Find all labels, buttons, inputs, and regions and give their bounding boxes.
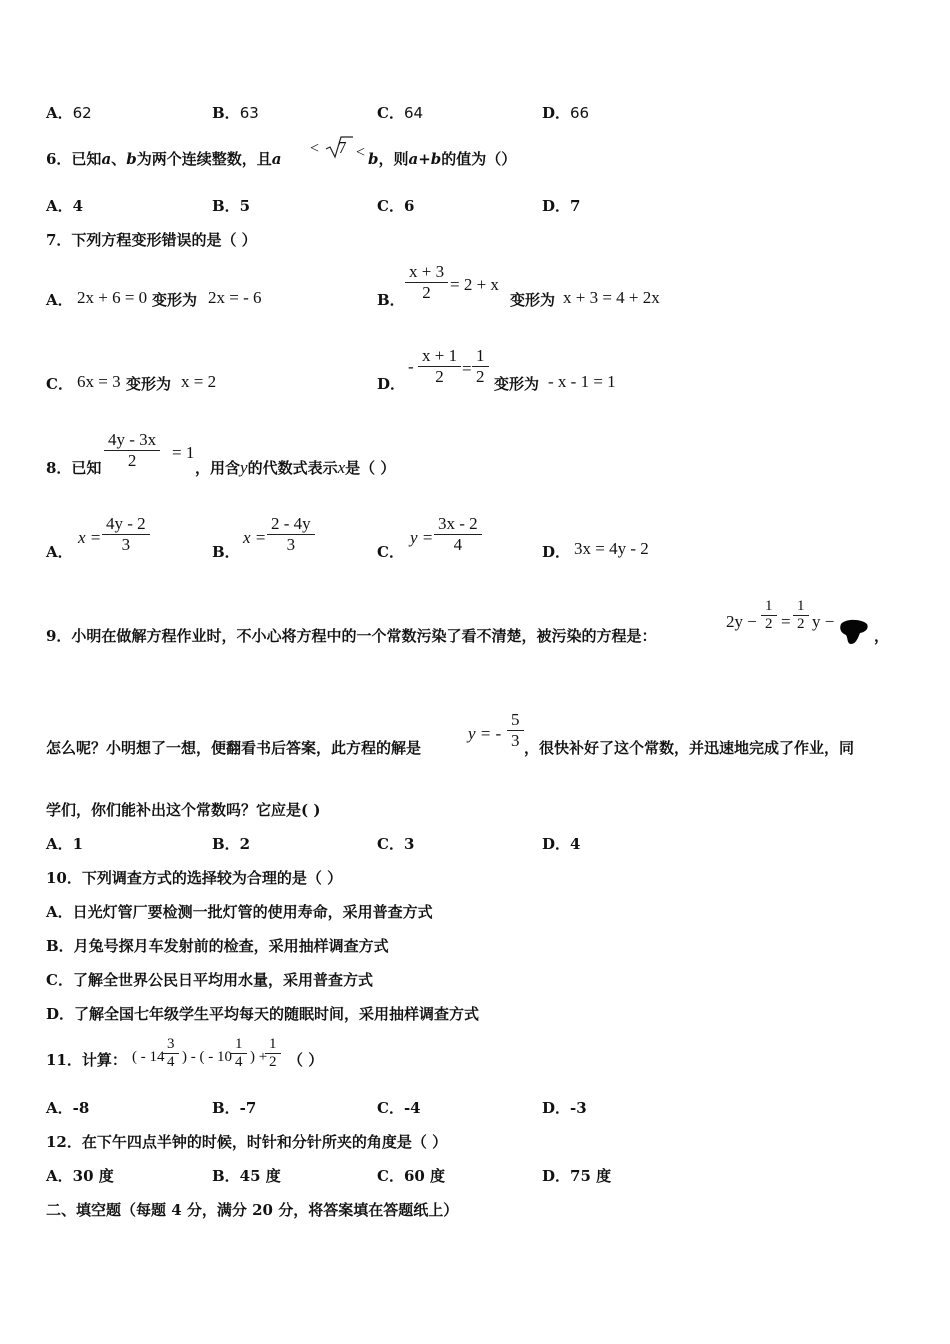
- q12-option-d: D．75 度: [542, 1167, 612, 1185]
- q5-option-b: B．63: [212, 104, 259, 122]
- q6-option-d: D．7: [542, 197, 581, 215]
- q9-eq-lhs: 2y −: [726, 612, 757, 631]
- q8-option-c-label: C．: [377, 543, 404, 561]
- q12-option-c: C．60 度: [377, 1167, 446, 1185]
- q7-option-a-eq1: 2x + 6 = 0: [77, 288, 148, 307]
- q11-option-b: B．-7: [212, 1099, 257, 1117]
- q12-stem: 12．在下午四点半钟的时候，时针和分针所夹的角度是（ ）: [46, 1133, 448, 1151]
- q7-option-d-label: D．: [377, 375, 406, 393]
- q11-part2: ) - ( - 10: [182, 1049, 232, 1065]
- q9-eq-rhs: y −: [812, 612, 835, 631]
- q7-option-d-eq: =: [462, 359, 472, 378]
- q7-option-d-mid: 变形为: [494, 375, 540, 393]
- q11-fraction3: $\frac{1}{2}$: [265, 1036, 281, 1072]
- q6-lt2: <: [356, 144, 366, 161]
- q8-option-c-lhs: y =: [410, 528, 434, 547]
- q10-option-b: B．月兔号探月车发射前的检查，采用抽样调查方式: [46, 937, 389, 955]
- q9-line2-pre: 怎么呢？小明想了一想，便翻看书后答案，此方程的解是: [46, 739, 422, 757]
- q11-part3: ) +: [250, 1049, 268, 1065]
- q8-rhs: = 1: [172, 443, 195, 462]
- q8-option-c-fraction: $\frac{3x - 2}{4}$: [434, 514, 482, 554]
- q7-option-b-fraction: $\frac{x + 3}{2}$: [405, 262, 448, 302]
- q7-stem: 7．下列方程变形错误的是（ ）: [46, 231, 257, 249]
- q8-fraction: $\frac{4y - 3x}{2}$: [104, 430, 160, 470]
- q6-option-a: A．4: [46, 197, 84, 215]
- q11-option-c: C．-4: [377, 1099, 421, 1117]
- q9-sol-fraction: $\frac{5}{3}$: [507, 710, 524, 750]
- q6-stem-end: b，则a+b的值为（）: [368, 150, 517, 168]
- q7-option-c-mid: 变形为: [126, 375, 172, 393]
- q12-option-b: B．45 度: [212, 1167, 281, 1185]
- q7-option-b-rhs: = 2 + x: [450, 275, 499, 294]
- q6-radicand: 7: [338, 138, 347, 157]
- q12-option-a: A．30 度: [46, 1167, 114, 1185]
- q8-option-d-label: D．: [542, 543, 571, 561]
- q8-option-a-lhs: x =: [78, 528, 102, 547]
- q8-option-a-label: A．: [46, 543, 73, 561]
- q6-option-c: C．6: [377, 197, 415, 215]
- q7-option-c-label: C．: [46, 375, 73, 393]
- q6-option-b: B．5: [212, 197, 251, 215]
- ink-stain-icon: [838, 618, 870, 646]
- q6-stem: 6．已知a、b为两个连续整数，且a: [46, 150, 282, 168]
- q7-option-a-eq2: 2x = - 6: [208, 288, 262, 307]
- q8-option-b-lhs: x =: [243, 528, 267, 547]
- q10-option-c: C．了解全世界公民日平均用水量，采用普查方式: [46, 971, 373, 989]
- q9-option-d: D．4: [542, 835, 581, 853]
- q9-line2-post: ，很快补好了这个常数，并迅速地完成了作业，同: [524, 739, 855, 757]
- q11-stem-end: （ ）: [288, 1051, 324, 1069]
- q7-option-c-eq2: x = 2: [181, 372, 217, 391]
- q7-option-d-fraction: $\frac{x + 1}{2}$: [418, 346, 461, 386]
- q7-option-a-label: A．: [46, 291, 73, 309]
- q5-option-c: C．64: [377, 104, 424, 122]
- q11-option-a: A．-8: [46, 1099, 90, 1117]
- q7-option-d-minus: -: [408, 357, 414, 376]
- q9-eq-mid: =: [781, 612, 791, 631]
- q11-stem-pre: 11．计算：: [46, 1051, 127, 1069]
- q9-option-c: C．3: [377, 835, 415, 853]
- q7-option-d-eq2: - x - 1 = 1: [548, 372, 616, 391]
- q10-stem: 10．下列调查方式的选择较为合理的是（ ）: [46, 869, 343, 887]
- q6-lt1: <: [310, 140, 320, 157]
- q8-option-d-eq: 3x = 4y - 2: [574, 539, 649, 558]
- q9-option-b: B．2: [212, 835, 251, 853]
- q10-option-a: A．日光灯管厂要检测一批灯管的使用寿命，采用普查方式: [46, 903, 433, 921]
- q7-option-c-eq1: 6x = 3: [77, 372, 121, 391]
- q11-fraction1: $\frac{3}{4}$: [163, 1036, 179, 1072]
- q10-option-d: D．了解全国七年级学生平均每天的随眠时间，采用抽样调查方式: [46, 1005, 480, 1023]
- q9-sol-lhs: y = -: [468, 724, 502, 743]
- q8-stem-mid: ，用含y的代数式表示x是（ ）: [195, 458, 396, 477]
- q7-option-b-mid: 变形为: [510, 291, 556, 309]
- q7-option-b-label: B．: [377, 291, 405, 309]
- q9-line1: 9．小明在做解方程作业时，不小心将方程中的一个常数污染了看不清楚，被污染的方程是：: [46, 627, 657, 645]
- section-2-heading: 二、填空题（每题 4 分，满分 20 分，将答案填在答题纸上）: [46, 1201, 459, 1219]
- q8-stem-pre: 8．已知: [46, 459, 102, 477]
- q9-option-a: A．1: [46, 835, 84, 853]
- q9-eq-half: $\frac{1}{2}$: [761, 598, 777, 634]
- q9-line3: 学们，你们能补出这个常数吗？它应是( ): [46, 801, 321, 819]
- q7-option-d-fraction2: $\frac{1}{2}$: [472, 346, 489, 386]
- q9-comma: ，: [874, 627, 890, 645]
- q8-option-a-fraction: $\frac{4y - 2}{3}$: [102, 514, 150, 554]
- q7-option-a-mid: 变形为: [152, 291, 198, 309]
- q11-option-d: D．-3: [542, 1099, 587, 1117]
- q8-option-b-fraction: $\frac{2 - 4y}{3}$: [267, 514, 315, 554]
- q8-option-b-label: B．: [212, 543, 240, 561]
- q11-part1: ( - 14: [132, 1049, 165, 1065]
- q5-option-a: A．62: [46, 104, 92, 122]
- q9-eq-half2: $\frac{1}{2}$: [793, 598, 809, 634]
- q11-fraction2: $\frac{1}{4}$: [231, 1036, 247, 1072]
- q7-option-b-eq2: x + 3 = 4 + 2x: [563, 288, 660, 307]
- q5-option-d: D．66: [542, 104, 590, 122]
